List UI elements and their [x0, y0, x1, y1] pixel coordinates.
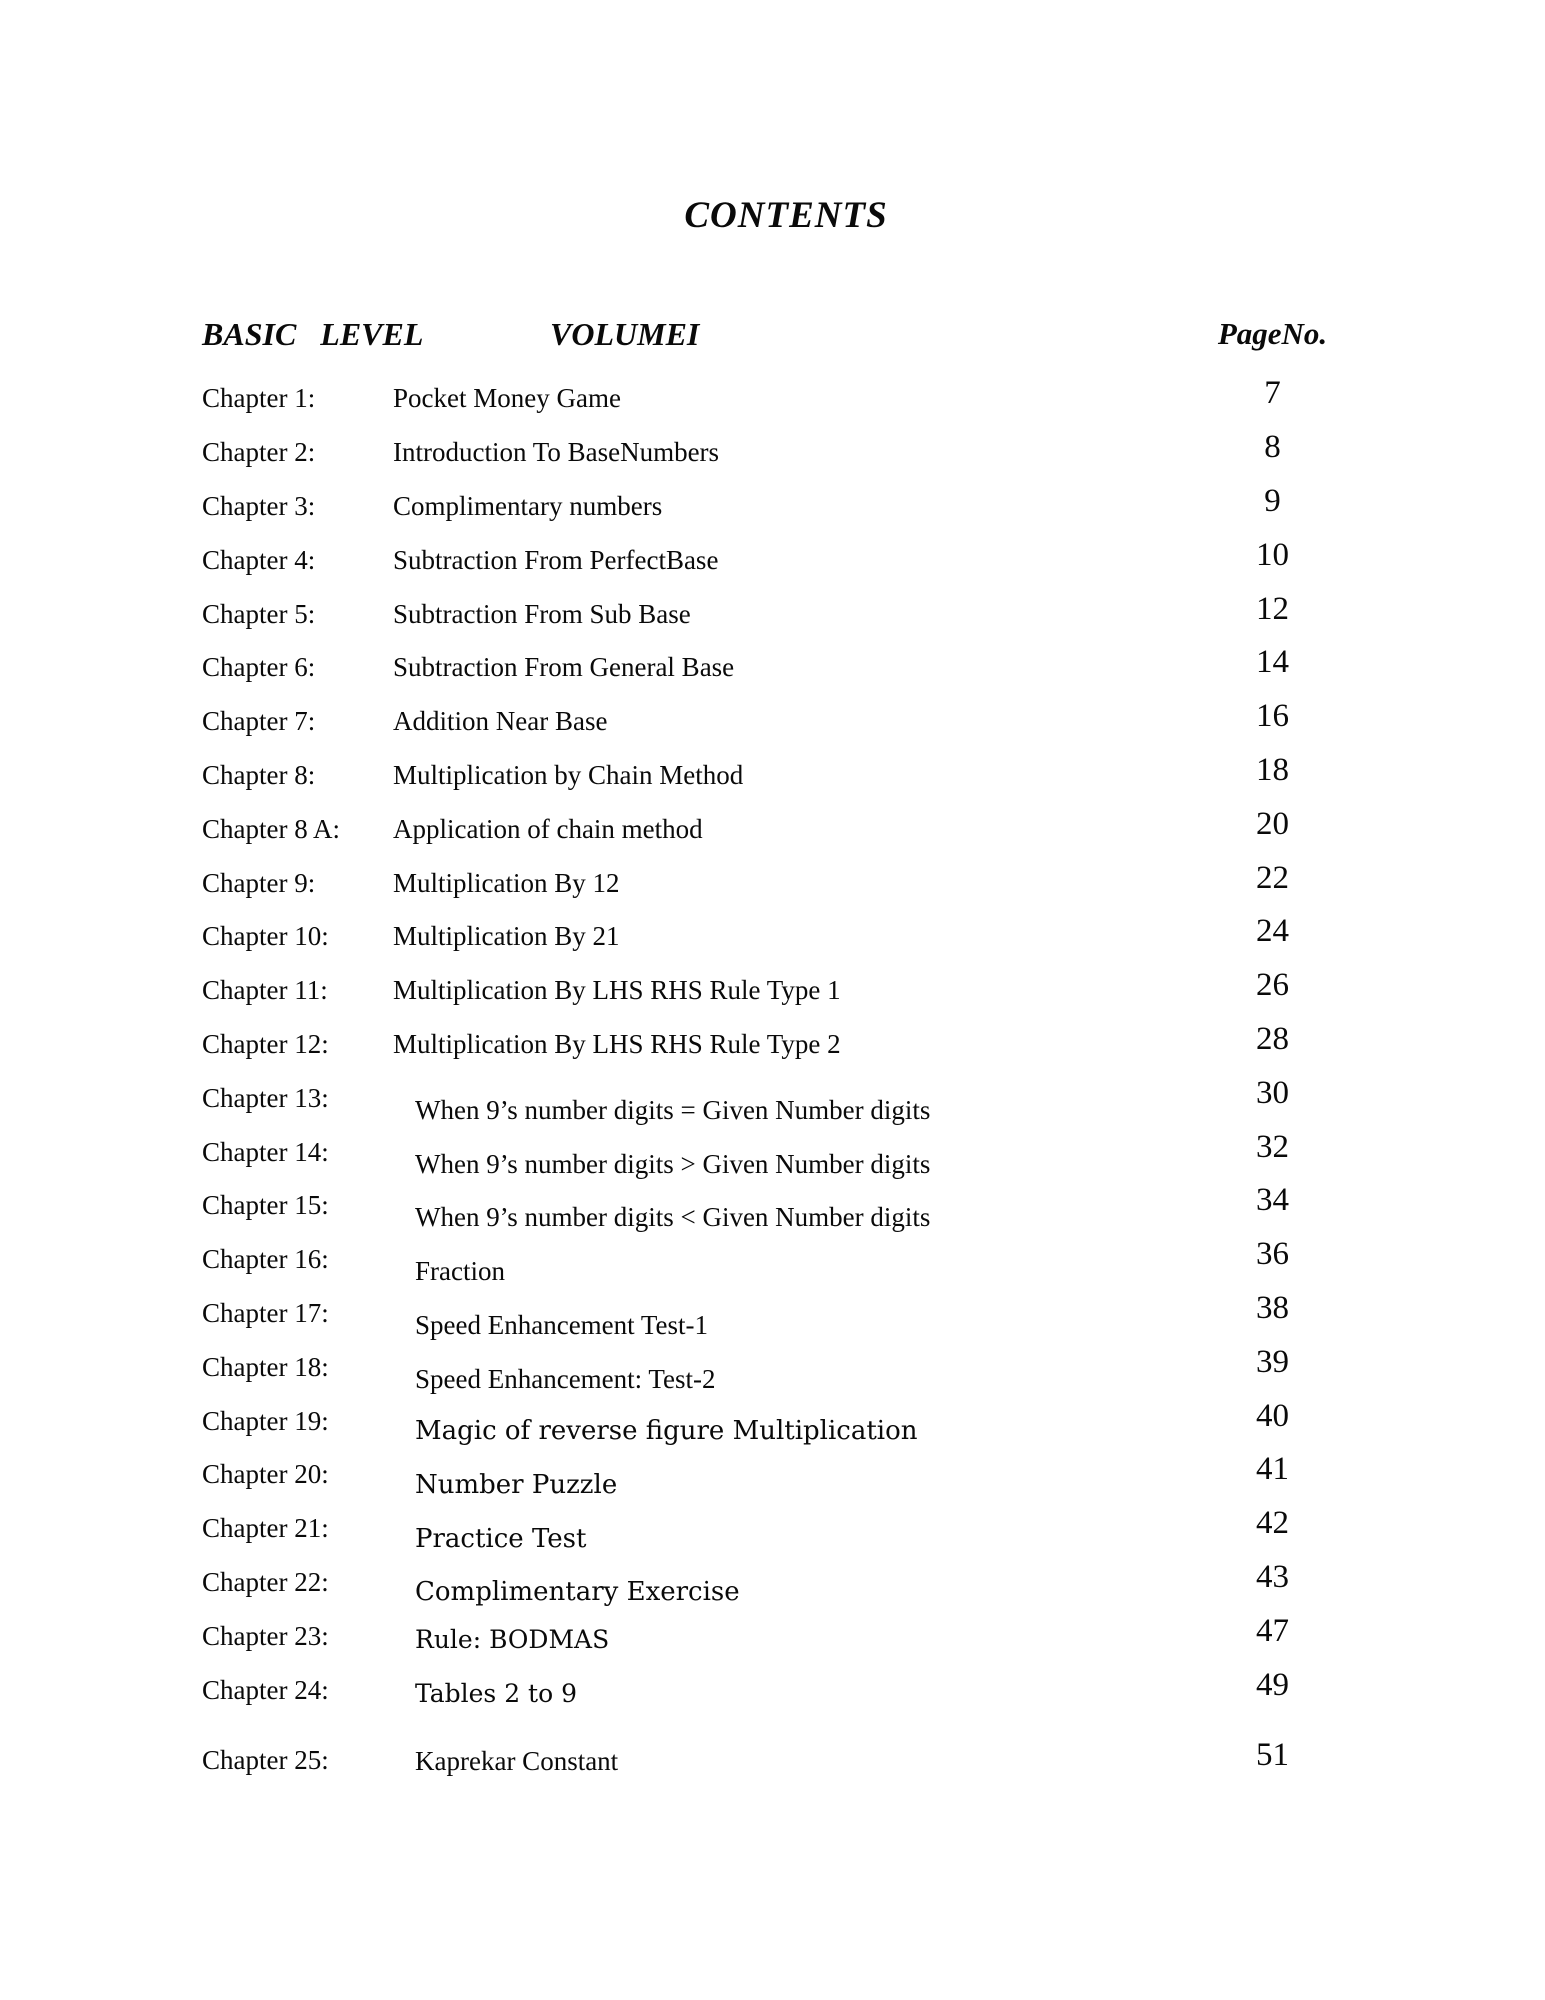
chapter-label: Chapter 1:: [202, 383, 316, 414]
chapter-title: Pocket Money Game: [393, 383, 621, 414]
page-number: 16: [1256, 698, 1289, 735]
toc-row: [0, 802, 1545, 856]
toc-row: [0, 695, 1545, 749]
page-number: 26: [1256, 967, 1289, 1004]
page-number: 28: [1256, 1020, 1289, 1057]
page-number: 14: [1256, 644, 1289, 681]
toc-row: [0, 1125, 1545, 1179]
page-number: 30: [1256, 1074, 1289, 1111]
toc-row: [0, 587, 1545, 641]
chapter-title: Speed Enhancement Test-1: [415, 1309, 709, 1340]
chapter-label: Chapter 5:: [202, 598, 316, 629]
page-number: 51: [1256, 1737, 1289, 1774]
toc-row: [0, 910, 1545, 964]
chapter-title: Multiplication By 12: [393, 867, 620, 898]
chapter-label: Chapter 7:: [202, 706, 316, 737]
page-number: 7: [1264, 375, 1281, 412]
page-number: 18: [1256, 751, 1289, 788]
chapter-label: Chapter 12:: [202, 1028, 329, 1059]
chapter-label: Chapter 22:: [202, 1566, 329, 1597]
page-number: 47: [1256, 1612, 1289, 1649]
chapter-label: Chapter 10:: [202, 921, 329, 952]
chapter-title: Tables 2 to 9: [415, 1678, 578, 1708]
chapter-label: Chapter 4:: [202, 544, 316, 575]
toc-header: [0, 314, 1545, 354]
page-number: 36: [1256, 1236, 1289, 1273]
toc-row: [0, 1179, 1545, 1233]
page-number: 42: [1256, 1505, 1289, 1542]
chapter-title: Multiplication by Chain Method: [393, 759, 744, 790]
toc-row: [0, 1287, 1545, 1341]
toc-row: [0, 1340, 1545, 1394]
toc-row: [0, 1556, 1545, 1610]
chapter-label: Chapter 23:: [202, 1620, 329, 1651]
page-number: 24: [1256, 913, 1289, 950]
toc-row: [0, 1663, 1545, 1717]
chapter-label: Chapter 6:: [202, 652, 316, 683]
chapter-title: Multiplication By 21: [393, 921, 620, 952]
chapter-title: Multiplication By LHS RHS Rule Type 2: [393, 1028, 841, 1059]
chapter-label: Chapter 14:: [202, 1136, 329, 1167]
chapter-label: Chapter 11:: [202, 975, 328, 1006]
page-number: 32: [1256, 1128, 1289, 1165]
chapter-label: Chapter 20:: [202, 1459, 329, 1490]
page-no-heading: PageNo.: [1217, 316, 1328, 351]
toc-row: [0, 1734, 1545, 1788]
chapter-title: When 9’s number digits < Given Number digits: [415, 1202, 931, 1233]
page-number: 8: [1264, 429, 1281, 466]
page-title: CONTENTS: [684, 195, 888, 236]
chapter-title: When 9’s number digits > Given Number digits: [415, 1148, 931, 1179]
toc-row: [0, 1233, 1545, 1287]
chapter-title: Practice Test: [415, 1523, 587, 1554]
chapter-title: Subtraction From Sub Base: [393, 598, 691, 629]
page-number: 49: [1256, 1666, 1289, 1703]
chapter-label: Chapter 16:: [202, 1244, 329, 1275]
chapter-title: Number Puzzle: [415, 1469, 618, 1500]
toc-row: [0, 426, 1545, 480]
toc-row: [0, 1609, 1545, 1663]
chapter-label: Chapter 17:: [202, 1297, 329, 1328]
chapter-title: Subtraction From PerfectBase: [393, 544, 719, 575]
page-number: 9: [1264, 482, 1281, 519]
chapter-title: Complimentary Exercise: [415, 1577, 740, 1608]
page-number: 41: [1256, 1451, 1289, 1488]
chapter-label: Chapter 2:: [202, 437, 316, 468]
page-number: 40: [1256, 1397, 1289, 1434]
toc-row: [0, 641, 1545, 695]
chapter-title: Rule: BODMAS: [415, 1624, 610, 1654]
basic-level-heading: BASIC LEVEL: [202, 316, 424, 352]
chapter-label: Chapter 15:: [202, 1190, 329, 1221]
chapter-label: Chapter 13:: [202, 1082, 329, 1113]
chapter-title: Speed Enhancement: Test-2: [415, 1363, 716, 1394]
chapter-title: Addition Near Base: [393, 706, 608, 737]
chapter-label: Chapter 21:: [202, 1513, 329, 1544]
page-number: 43: [1256, 1558, 1289, 1595]
page-number: 20: [1256, 805, 1289, 842]
page-number: 38: [1256, 1289, 1289, 1326]
toc-row: [0, 856, 1545, 910]
toc-row: [0, 533, 1545, 587]
chapter-title: Complimentary numbers: [393, 490, 663, 521]
toc-list: [0, 372, 1545, 1788]
toc-row: [0, 749, 1545, 803]
page-number: 34: [1256, 1182, 1289, 1219]
chapter-label: Chapter 8:: [202, 759, 316, 790]
toc-row: [0, 372, 1545, 426]
toc-row: [0, 480, 1545, 534]
chapter-title: When 9’s number digits = Given Number digits: [415, 1094, 931, 1125]
chapter-title: Magic of reverse figure Multiplication: [415, 1416, 918, 1447]
chapter-title: Application of chain method: [393, 813, 703, 844]
chapter-title: Multiplication By LHS RHS Rule Type 1: [393, 975, 841, 1006]
chapter-label: Chapter 9:: [202, 867, 316, 898]
chapter-title: Kaprekar Constant: [415, 1746, 619, 1777]
volume-heading: VOLUMEI: [550, 316, 700, 352]
page-number: 10: [1256, 536, 1289, 573]
toc-row: [0, 1502, 1545, 1556]
toc-row: [0, 1394, 1545, 1448]
chapter-label: Chapter 19:: [202, 1405, 329, 1436]
toc-row: [0, 964, 1545, 1018]
chapter-title: Fraction: [415, 1256, 505, 1287]
chapter-label: Chapter 8 A:: [202, 813, 340, 844]
page-number: 12: [1256, 590, 1289, 627]
toc-row: [0, 1448, 1545, 1502]
chapter-title: Introduction To BaseNumbers: [393, 437, 720, 468]
chapter-label: Chapter 25:: [202, 1745, 329, 1776]
toc-row: [0, 1018, 1545, 1072]
chapter-label: Chapter 24:: [202, 1674, 329, 1705]
page-number: 39: [1256, 1343, 1289, 1380]
chapter-label: Chapter 3:: [202, 490, 316, 521]
chapter-title: Subtraction From General Base: [393, 652, 735, 683]
page-number: 22: [1256, 859, 1289, 896]
chapter-label: Chapter 18:: [202, 1351, 329, 1382]
toc-row: [0, 1071, 1545, 1125]
